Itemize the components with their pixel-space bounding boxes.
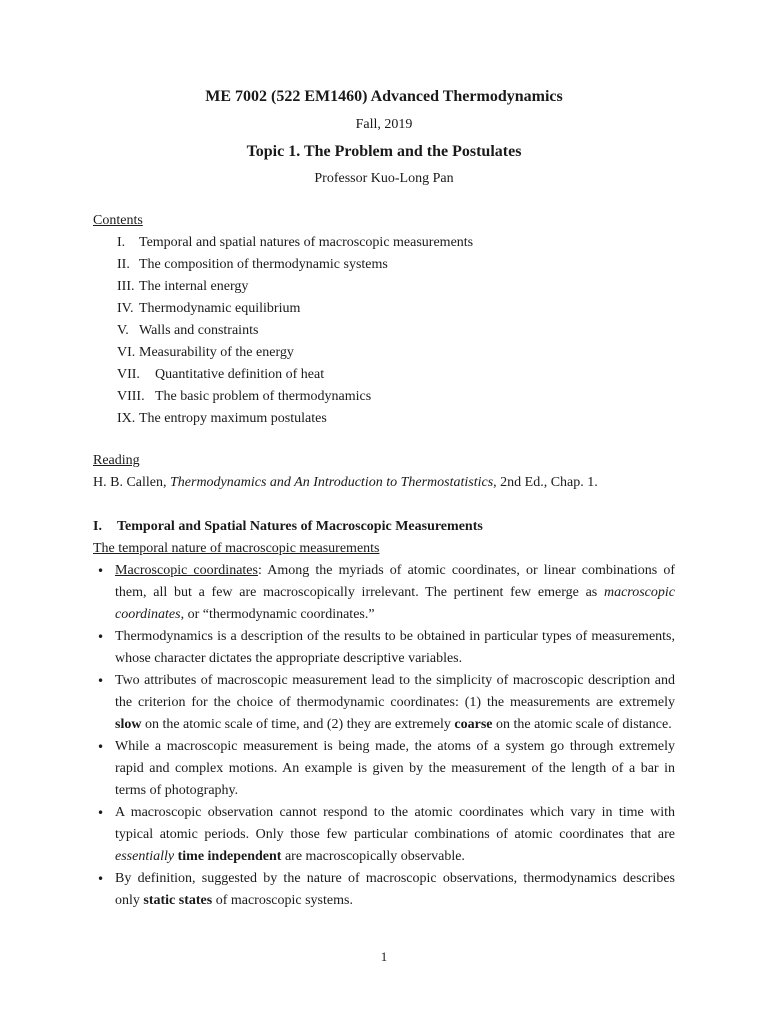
bullet-list bbox=[93, 560, 675, 912]
section-title: I. Temporal and Spatial Natures of Macroscopic Measurements bbox=[93, 519, 483, 534]
contents-heading: Contents bbox=[93, 213, 143, 228]
contents-item: VI. Measurability of the energy bbox=[117, 345, 294, 360]
bullet-item: • Macroscopic coordinates: Among the myriads of atomic coordinates, or linear combinations of them, all but a few are macroscopically irrelevant. The pertinent few emerge as macroscopic coordinates, or “thermodynamic coordinates.” bbox=[93, 560, 675, 626]
bullet-item: • Thermodynamics is a description of the results to be obtained in particular types of measurements, whose character dictates the appropriate descriptive variables. bbox=[93, 626, 675, 670]
contents bbox=[93, 210, 675, 430]
bullet-item: • While a macroscopic measurement is being made, the atoms of a system go through extremely rapid and complex motions. An example is given by the measurement of the length of a bar in terms of photography. bbox=[93, 736, 675, 802]
course-title: ME 7002 (522 EM1460) Advanced Thermodynamics bbox=[205, 88, 563, 105]
reading bbox=[93, 450, 675, 494]
contents-item: IV. Thermodynamic equilibrium bbox=[117, 301, 301, 316]
section-subheading: The temporal nature of macroscopic measurements bbox=[93, 541, 380, 556]
contents-item: II. The composition of thermodynamic systems bbox=[117, 257, 388, 272]
contents-item: V. Walls and constraints bbox=[117, 323, 259, 338]
contents-list bbox=[93, 232, 675, 430]
term: Fall, 2019 bbox=[355, 117, 413, 132]
contents-item: VII. Quantitative definition of heat bbox=[117, 367, 325, 382]
section-1 bbox=[93, 516, 675, 912]
book-title: Thermodynamics and An Introduction to Thermostatistics bbox=[170, 475, 494, 490]
topic-title: Topic 1. The Problem and the Postulates bbox=[246, 143, 522, 160]
page-number: 1 bbox=[380, 949, 388, 964]
professor: Professor Kuo-Long Pan bbox=[314, 171, 454, 186]
bullet-item: • By definition, suggested by the nature of macroscopic observations, thermodynamics describes only static states of macroscopic systems. bbox=[93, 868, 675, 912]
contents-item: VIII. The basic problem of thermodynamics bbox=[117, 389, 372, 404]
contents-item: IX. The entropy maximum postulates bbox=[117, 411, 327, 426]
bullet-item: • A macroscopic observation cannot respond to the atomic coordinates which vary in time with typical atomic periods. Only those few particular combinations of atomic coordinates that are essentially time independent are macroscopically observable. bbox=[93, 802, 675, 868]
bullet-item: • Two attributes of macroscopic measurement lead to the simplicity of macroscopic description and the criterion for the choice of thermodynamic coordinates: (1) the measurements are extremely slow on the atomic scale of time, and (2) they are extremely coarse on the atomic scale of distance. bbox=[93, 670, 675, 736]
reading-heading: Reading bbox=[93, 453, 140, 468]
contents-item: I. Temporal and spatial natures of macroscopic measurements bbox=[117, 235, 474, 250]
contents-item: III. The internal energy bbox=[117, 279, 249, 294]
reading-reference: H. B. Callen, Thermodynamics and An Introduction to Thermostatistics, 2nd Ed., Chap. 1. bbox=[93, 475, 598, 490]
